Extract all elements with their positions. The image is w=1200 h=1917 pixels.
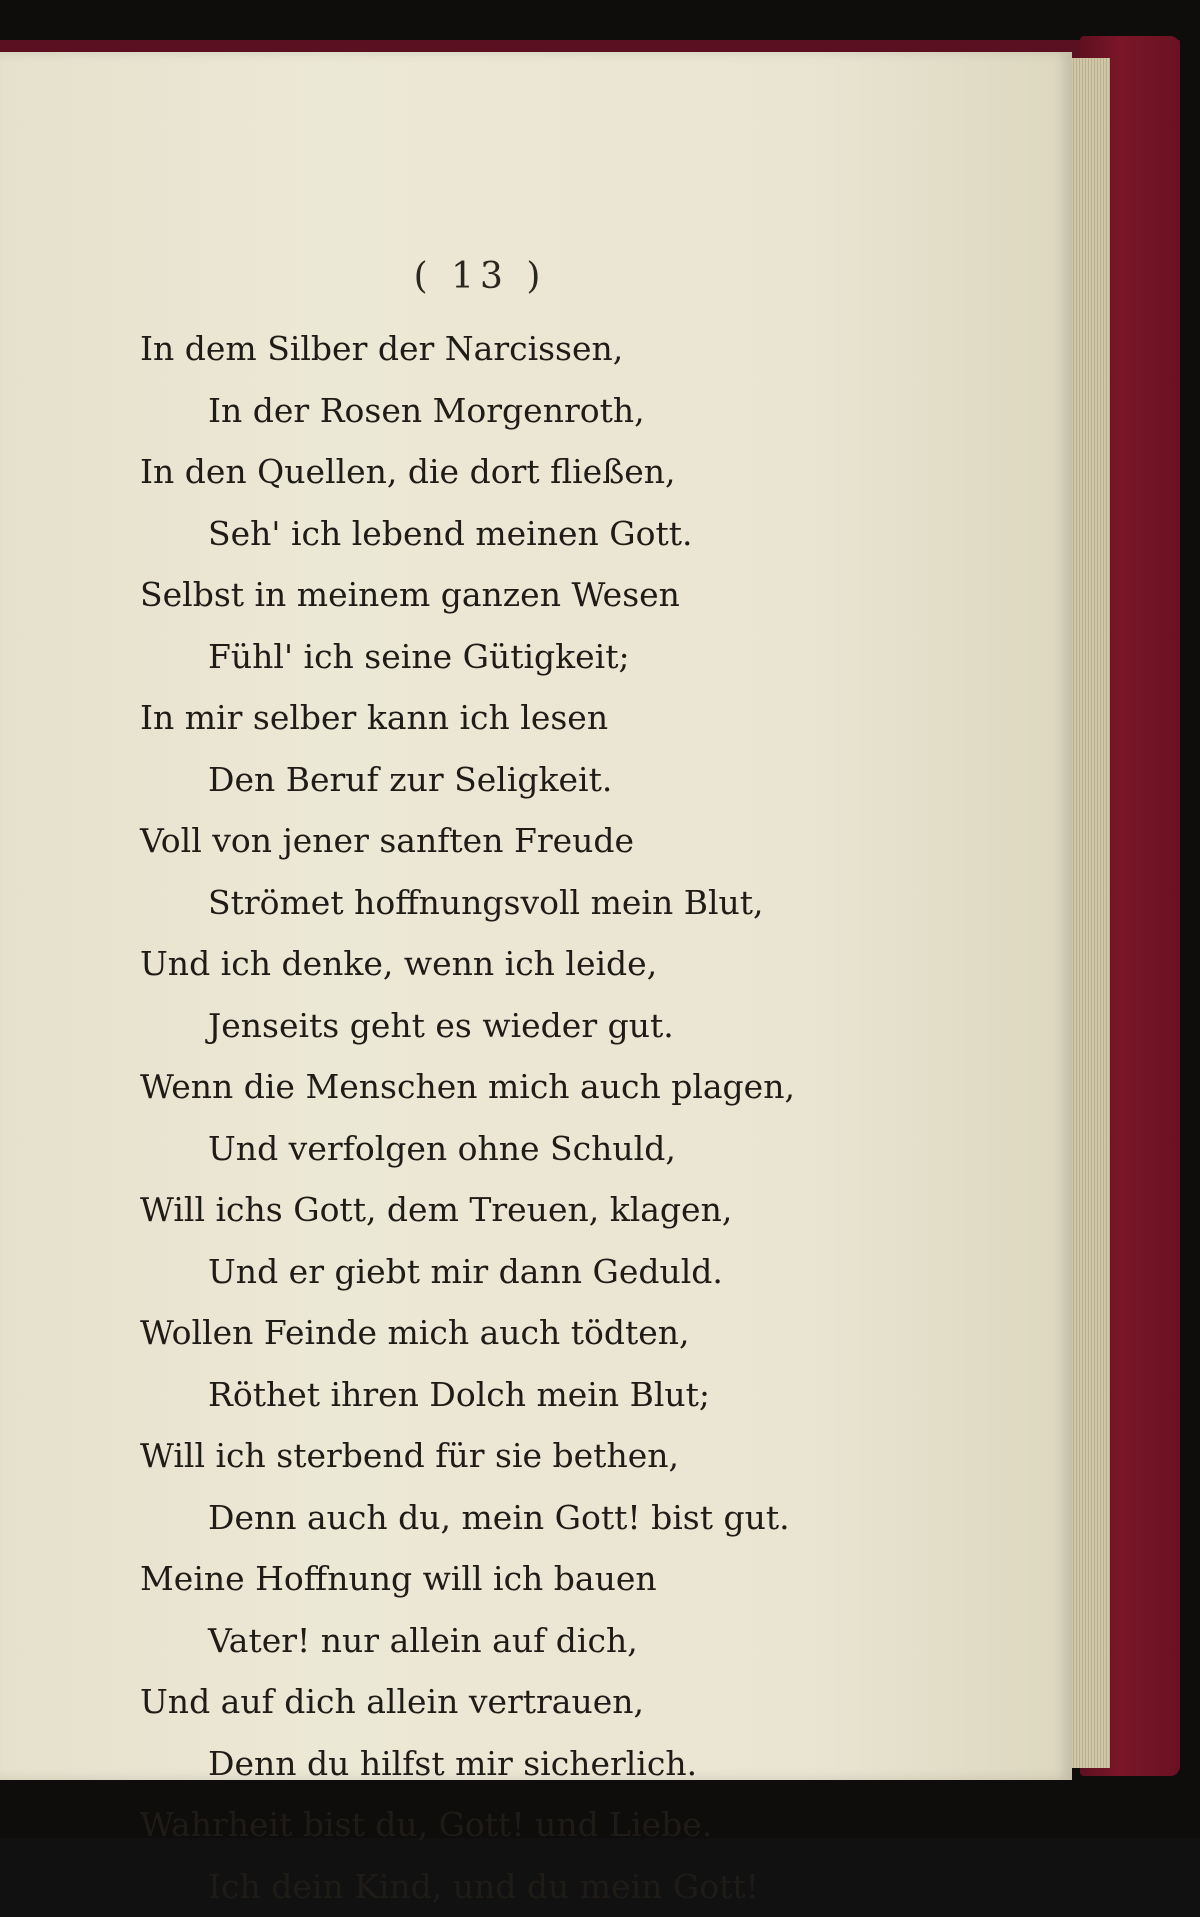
poem-line: Ich dein Kind, und du mein Gott! — [140, 1856, 1040, 1917]
poem-line: Fühl' ich seine Gütigkeit; — [140, 626, 1040, 688]
poem-line: Jenseits geht es wieder gut. — [140, 995, 1040, 1057]
poem-line: Wollen Feinde mich auch tödten, — [140, 1302, 1040, 1364]
poem-line: Und er giebt mir dann Geduld. — [140, 1241, 1040, 1303]
poem-line: Seh' ich lebend meinen Gott. — [140, 503, 1040, 565]
poem-line: In den Quellen, die dort fließen, — [140, 441, 1040, 503]
poem-line: Voll von jener sanften Freude — [140, 810, 1040, 872]
poem-line: Und ich denke, wenn ich leide, — [140, 933, 1040, 995]
poem-line: Den Beruf zur Seligkeit. — [140, 749, 1040, 811]
poem-line: Denn auch du, mein Gott! bist gut. — [140, 1487, 1040, 1549]
poem-line: Wahrheit bist du, Gott! und Liebe. — [140, 1794, 1040, 1856]
page-number: ( 13 ) — [380, 256, 580, 297]
poem-line: Meine Hoffnung will ich bauen — [140, 1548, 1040, 1610]
poem-line: Röthet ihren Dolch mein Blut; — [140, 1364, 1040, 1426]
poem-line: In dem Silber der Narcissen, — [140, 318, 1040, 380]
poem-line: Und verfolgen ohne Schuld, — [140, 1118, 1040, 1180]
poem-line: Selbst in meinem ganzen Wesen — [140, 564, 1040, 626]
poem-line: In mir selber kann ich lesen — [140, 687, 1040, 749]
poem-line: Strömet hoffnungsvoll mein Blut, — [140, 872, 1040, 934]
poem-text — [140, 318, 1040, 1917]
poem-line: Vater! nur allein auf dich, — [140, 1610, 1040, 1672]
poem-line: In der Rosen Morgenroth, — [140, 380, 1040, 442]
poem-line: Denn du hilfst mir sicherlich. — [140, 1733, 1040, 1795]
poem-line: Will ichs Gott, dem Treuen, klagen, — [140, 1179, 1040, 1241]
poem-line: Wenn die Menschen mich auch plagen, — [140, 1056, 1040, 1118]
poem-line: Will ich sterbend für sie bethen, — [140, 1425, 1040, 1487]
poem-line: Und auf dich allein vertrauen, — [140, 1671, 1040, 1733]
